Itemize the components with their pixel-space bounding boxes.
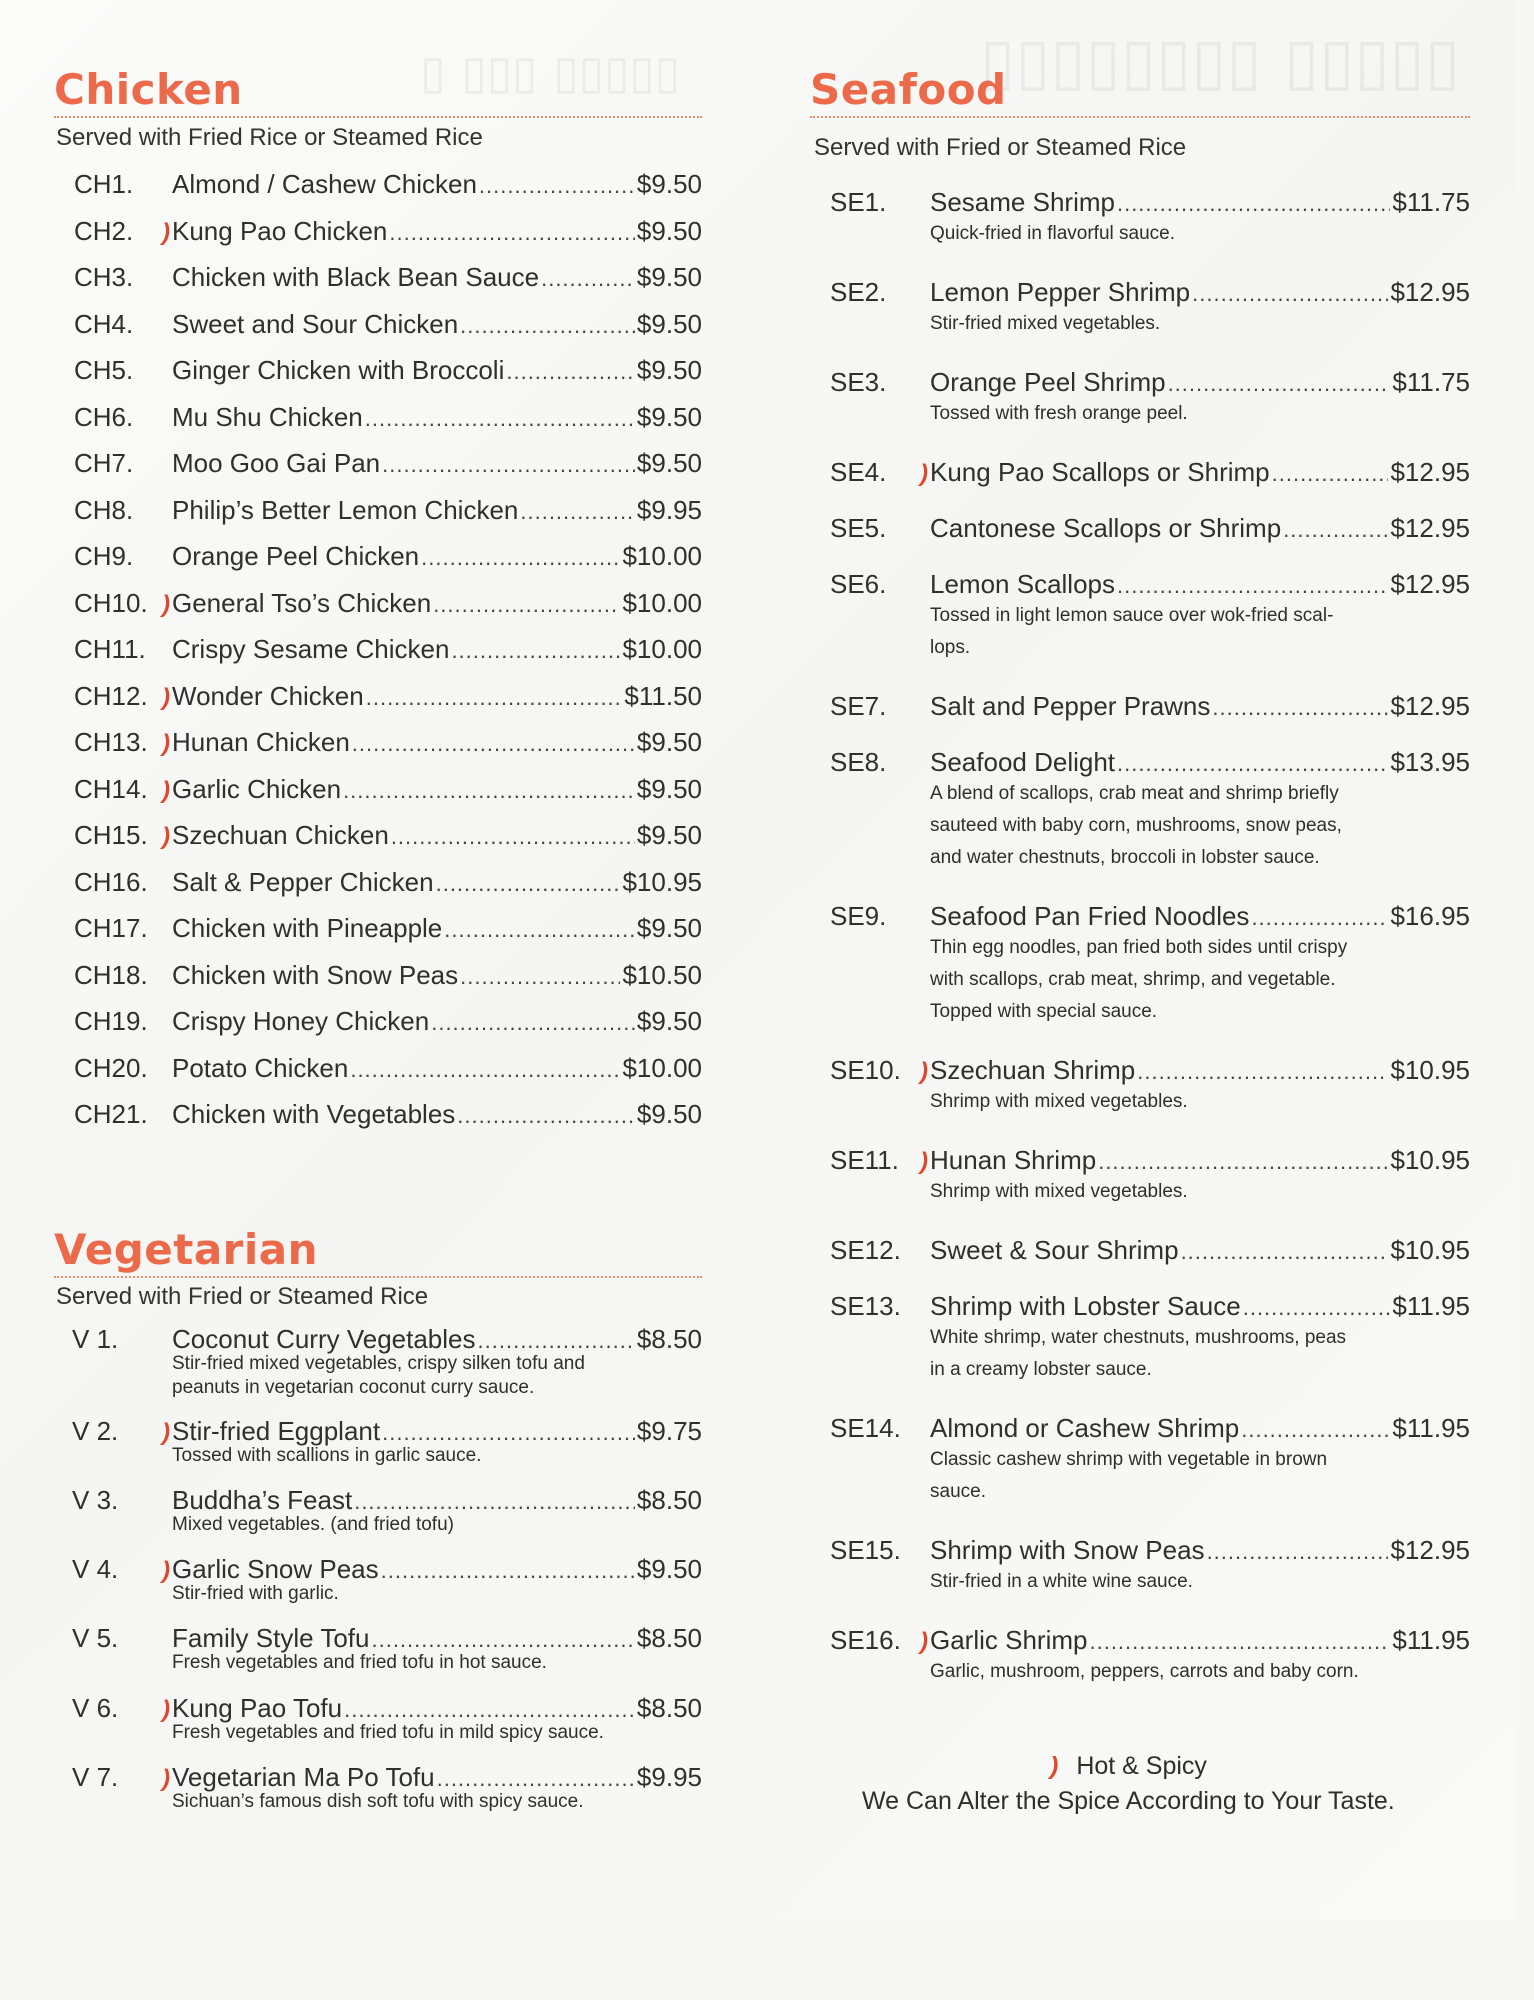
dot-leader [421, 542, 620, 574]
menu-item-price: $9.50 [636, 448, 702, 478]
chili-pepper-icon: ) [162, 218, 170, 246]
menu-item-description: Topped with special sauce. [930, 1001, 1158, 1022]
dot-leader [1137, 1056, 1388, 1088]
menu-item [74, 494, 702, 528]
menu-item-price: $13.95 [1390, 747, 1470, 777]
menu-item-price: $9.75 [636, 1416, 702, 1446]
menu-item-code: CH10. ) [74, 587, 172, 619]
menu-item-description: Fresh vegetables and fried tofu in mild spicy sauce. [172, 1722, 604, 1743]
menu-item-code: SE14. [830, 1413, 901, 1443]
menu-item-name: Crispy Sesame Chicken [172, 634, 450, 664]
chili-pepper-icon: ) [1050, 1752, 1059, 1780]
menu-item-price: $10.95 [1390, 1235, 1470, 1265]
chicken-subtitle: Served with Fried Rice or Steamed Rice [56, 124, 483, 151]
menu-item-code: SE5. [830, 513, 887, 543]
menu-item-price: $9.50 [636, 169, 702, 199]
menu-item-code: V 2. ) [72, 1415, 172, 1447]
menu-item [830, 1534, 1470, 1568]
menu-item-code: CH7. [74, 448, 134, 478]
menu-item-price: $10.95 [622, 866, 702, 897]
menu-item-name: Mu Shu Chicken [172, 401, 363, 432]
dot-leader [365, 403, 635, 435]
chili-pepper-icon: ) [162, 590, 170, 618]
menu-item [830, 1412, 1470, 1446]
menu-item-code: CH17. [74, 913, 148, 943]
menu-item-name: Kung Pao Tofu [172, 1693, 343, 1723]
dot-leader [1168, 368, 1391, 400]
menu-item-code: V 5. [72, 1623, 119, 1653]
menu-item-code: SE7. [830, 691, 887, 721]
menu-item-code: CH9. [74, 541, 134, 571]
menu-item [74, 261, 702, 295]
menu-item-price: $9.50 [636, 727, 702, 757]
menu-item-description: Garlic, mushroom, peppers, carrots and baby corn. [930, 1661, 1359, 1682]
menu-item-price: $10.50 [622, 959, 702, 990]
menu-item-code: V 4. ) [72, 1553, 172, 1585]
dot-leader [431, 1007, 635, 1039]
chili-pepper-icon: ) [162, 1557, 170, 1584]
menu-item-name: Crispy Honey Chicken [172, 1006, 430, 1036]
menu-item-price: $12.95 [1390, 691, 1470, 721]
chili-pepper-icon: ) [920, 1628, 928, 1655]
menu-item-price: $12.95 [1390, 277, 1470, 307]
menu-item-name: Sesame Shrimp [930, 187, 1115, 217]
menu-item-description: Tossed in light lemon sauce over wok-fried scal- [930, 605, 1334, 626]
menu-item-code: V 1. [72, 1324, 119, 1354]
menu-item-code: CH12. ) [74, 680, 172, 712]
chicken-section-title: Chicken [54, 65, 243, 114]
menu-item-description: Tossed with fresh orange peel. [930, 403, 1188, 424]
menu-item-code: CH21. [74, 1099, 148, 1129]
menu-item-name: Orange Peel Shrimp [930, 367, 1166, 397]
menu-item-price: $9.50 [636, 913, 702, 943]
menu-item [830, 1054, 1470, 1088]
menu-item-code: CH1. [74, 169, 134, 199]
menu-item-description: Thin egg noodles, pan fried both sides until crispy [930, 937, 1348, 958]
menu-item-code: CH5. [74, 355, 134, 385]
menu-item-name: Hunan Chicken [172, 727, 350, 757]
dot-leader [506, 356, 635, 388]
menu-item [74, 447, 702, 481]
menu-item [74, 726, 702, 760]
menu-item-description: Stir-fried with garlic. [172, 1583, 339, 1604]
menu-item [74, 1005, 702, 1039]
menu-item-description: lops. [930, 637, 971, 658]
menu-item-price: $10.00 [622, 587, 702, 618]
dot-leader [541, 263, 635, 295]
menu-item-code: CH4. [74, 308, 134, 339]
dot-leader [1251, 902, 1388, 934]
menu-item-name: Chicken with Snow Peas [172, 959, 459, 990]
chili-pepper-icon: ) [162, 683, 170, 711]
dot-leader [479, 170, 635, 202]
menu-item-name: Potato Chicken [172, 1052, 349, 1083]
menu-item-name: Cantonese Scallops or Shrimp [930, 513, 1282, 543]
menu-item-code: SE2. [830, 277, 887, 307]
menu-item-price: $9.50 [636, 355, 702, 385]
menu-item [74, 1052, 702, 1086]
menu-item-description: in a creamy lobster sauce. [930, 1359, 1152, 1380]
menu-item [74, 773, 702, 807]
menu-item-code: CH15. ) [74, 819, 172, 851]
menu-item-price: $10.95 [1390, 1055, 1470, 1085]
menu-item [830, 366, 1470, 400]
menu-item [830, 1290, 1470, 1324]
menu-item [830, 456, 1470, 490]
menu-item-code: CH19. [74, 1006, 148, 1036]
dot-leader [460, 310, 635, 342]
menu-item-description: Stir-fried mixed vegetables, crispy silken tofu and peanuts in vegetarian coconut curry sauce. [172, 1353, 585, 1398]
menu-item [830, 1624, 1470, 1658]
menu-item-description: with scallops, crab meat, shrimp, and vegetable. [930, 969, 1336, 990]
ghost-background-lettering-2: ▯▯▯▯▯ ▯▯▯ ▯ [420, 45, 680, 99]
chili-pepper-icon: ) [162, 1419, 170, 1446]
menu-item-name: Orange Peel Chicken [172, 541, 420, 571]
menu-item-name: Ginger Chicken with Broccoli [172, 355, 505, 385]
dot-leader [1098, 1146, 1388, 1178]
menu-item [74, 308, 702, 342]
menu-item-price: $8.50 [636, 1485, 702, 1515]
menu-item [830, 568, 1470, 602]
menu-item-description: Tossed with scallions in garlic sauce. [172, 1445, 482, 1466]
menu-item-name: Garlic Snow Peas [172, 1554, 379, 1584]
dot-leader [436, 868, 621, 900]
menu-item [74, 680, 702, 714]
dot-leader [350, 1054, 620, 1086]
menu-item-code: CH16. [74, 866, 148, 897]
dot-leader [389, 217, 635, 249]
menu-item-price: $9.50 [636, 1006, 702, 1036]
menu-item-price: $11.95 [1392, 1413, 1470, 1443]
chili-pepper-icon: ) [162, 823, 170, 850]
chili-pepper-icon: ) [162, 1765, 170, 1792]
menu-item-code: SE1. [830, 187, 887, 217]
menu-item [74, 587, 702, 621]
menu-item-name: Lemon Pepper Shrimp [930, 277, 1191, 307]
dot-leader [1272, 458, 1389, 490]
menu-item-name: Moo Goo Gai Pan [172, 448, 381, 478]
menu-item [830, 276, 1470, 310]
menu-item-name: Lemon Scallops [930, 569, 1115, 599]
menu-item [830, 1144, 1470, 1178]
menu-item [74, 401, 702, 435]
menu-item-price: $9.50 [636, 773, 702, 804]
ghost-background-lettering: ▯▯▯▯▯ ▯▯▯▯▯▯▯▯ [980, 25, 1461, 99]
menu-item-price: $8.50 [636, 1693, 702, 1723]
menu-item-code: SE9. [830, 901, 887, 931]
menu-item [830, 186, 1470, 220]
menu-item-price: $10.95 [1390, 1145, 1470, 1175]
menu-item-description: Stir-fried mixed vegetables. [930, 313, 1161, 334]
menu-item-description: Quick-fried in flavorful sauce. [930, 223, 1175, 244]
dot-leader [1241, 1414, 1390, 1446]
menu-item-code: V 7. ) [72, 1761, 172, 1793]
menu-item-name: Kung Pao Scallops or Shrimp [930, 457, 1270, 487]
menu-item-code: SE11. ) [830, 1144, 930, 1176]
menu-item-description: sauce. [930, 1481, 986, 1502]
menu-item [830, 690, 1470, 724]
spicy-legend [1050, 1749, 1207, 1783]
menu-item-price: $9.50 [636, 820, 702, 850]
menu-item-price: $9.50 [636, 215, 702, 246]
chili-pepper-icon: ) [920, 1148, 928, 1175]
menu-item [74, 540, 702, 574]
dot-leader [382, 449, 635, 481]
menu-item-name: Seafood Delight [930, 747, 1116, 777]
menu-item-description: Shrimp with mixed vegetables. [930, 1181, 1188, 1202]
menu-item-code: V 6. ) [72, 1692, 172, 1724]
menu-item-name: Coconut Curry Vegetables [172, 1324, 476, 1354]
menu-item [74, 633, 702, 667]
menu-item-code: CH13. ) [74, 726, 172, 758]
menu-item-code: CH20. [74, 1052, 148, 1083]
menu-item-price: $9.50 [636, 1554, 702, 1584]
menu-item-code: SE10. ) [830, 1054, 930, 1086]
dot-leader [1089, 1626, 1390, 1658]
menu-item-code: CH3. [74, 262, 134, 292]
dot-leader [391, 821, 635, 853]
menu-item [74, 354, 702, 388]
dot-leader [451, 635, 620, 667]
chili-pepper-icon: ) [162, 730, 170, 757]
menu-item-description: Sichuan’s famous dish soft tofu with spicy sauce. [172, 1791, 584, 1812]
menu-item-description: Fresh vegetables and fried tofu in hot sauce. [172, 1652, 547, 1673]
dot-leader [1212, 692, 1388, 724]
menu-item-name: Salt & Pepper Chicken [172, 866, 434, 897]
dot-leader [1181, 1236, 1389, 1268]
menu-item-name: Stir-fried Eggplant [172, 1416, 381, 1446]
menu-item-code: SE3. [830, 367, 887, 397]
menu-item-code: V 3. [72, 1485, 119, 1515]
menu-item [74, 912, 702, 946]
menu-item-description: Shrimp with mixed vegetables. [930, 1091, 1188, 1112]
menu-item-name: Chicken with Black Bean Sauce [172, 262, 540, 292]
menu-item-description: Stir-fried in a white wine sauce. [930, 1571, 1193, 1592]
menu-item-name: Sweet & Sour Shrimp [930, 1235, 1179, 1265]
menu-item [830, 1234, 1470, 1268]
vegetarian-section-title: Vegetarian [54, 1225, 319, 1274]
menu-item-price: $11.95 [1392, 1625, 1470, 1655]
dot-leader [520, 496, 635, 528]
menu-item [830, 512, 1470, 546]
menu-item-name: Wonder Chicken [172, 680, 364, 711]
menu-item-code: SE15. [830, 1535, 901, 1565]
menu-item [74, 168, 702, 202]
menu-item-price: $11.75 [1392, 367, 1470, 397]
menu-item-name: Seafood Pan Fried Noodles [930, 901, 1250, 931]
menu-item-description: sauteed with baby corn, mushrooms, snow peas, [930, 815, 1342, 836]
menu-item-price: $9.50 [636, 308, 702, 339]
chicken-title-rule [54, 116, 702, 118]
dot-leader [433, 589, 620, 621]
menu-item-price: $12.95 [1390, 457, 1470, 487]
menu-item-name: Garlic Chicken [172, 773, 342, 804]
dot-leader [366, 682, 623, 714]
menu-item-price: $10.00 [622, 634, 702, 664]
seafood-section-title: Seafood [810, 65, 1007, 114]
menu-item-price: $10.00 [622, 1052, 702, 1083]
menu-item-code: SE8. [830, 747, 887, 777]
menu-item-code: SE16. ) [830, 1624, 930, 1656]
menu-item-name: General Tso’s Chicken [172, 587, 432, 618]
menu-item-description: Mixed vegetables. (and fried tofu) [172, 1514, 454, 1535]
menu-item-name: Szechuan Chicken [172, 820, 389, 850]
menu-item-name: Almond / Cashew Chicken [172, 169, 477, 199]
menu-item-price: $10.00 [622, 541, 702, 571]
menu-item-code: CH6. [74, 401, 134, 432]
menu-item-code: SE12. [830, 1235, 901, 1265]
menu-item-name: Salt and Pepper Prawns [930, 691, 1211, 721]
dot-leader [457, 1100, 635, 1132]
menu-item-name: Philip’s Better Lemon Chicken [172, 494, 519, 525]
menu-item-price: $9.50 [636, 401, 702, 432]
menu-item [74, 959, 702, 993]
menu-item-code: CH8. [74, 494, 134, 525]
menu-item-price: $11.95 [1392, 1291, 1470, 1321]
menu-item-name: Buddha’s Feast [172, 1485, 353, 1515]
menu-item-description: A blend of scallops, crab meat and shrimp briefly [930, 783, 1339, 804]
dot-leader [1243, 1292, 1391, 1324]
menu-item-description: White shrimp, water chestnuts, mushrooms, peas [930, 1327, 1347, 1348]
menu-item [830, 900, 1470, 934]
menu-item-code: CH18. [74, 959, 148, 990]
menu-item-name: Szechuan Shrimp [930, 1055, 1136, 1085]
dot-leader [1192, 278, 1388, 310]
menu-item-name: Almond or Cashew Shrimp [930, 1413, 1240, 1443]
dot-leader [460, 961, 620, 993]
menu-item-description: and water chestnuts, broccoli in lobster sauce. [930, 847, 1320, 868]
menu-item-price: $11.50 [624, 680, 702, 711]
dot-leader [343, 775, 635, 807]
dot-leader [1283, 514, 1388, 546]
menu-item-description: Classic cashew shrimp with vegetable in brown [930, 1449, 1328, 1470]
menu-item-name: Garlic Shrimp [930, 1625, 1088, 1655]
menu-item-price: $9.95 [636, 1762, 702, 1792]
menu-item-code: SE6. [830, 569, 887, 599]
seafood-subtitle: Served with Fried or Steamed Rice [814, 134, 1187, 161]
menu-item-code: CH11. [74, 634, 146, 664]
menu-item-price: $16.95 [1390, 901, 1470, 931]
menu-item-code: CH2. ) [74, 215, 172, 247]
menu-item-price: $12.95 [1390, 1535, 1470, 1565]
dot-leader [1117, 570, 1388, 602]
chili-pepper-icon: ) [162, 1696, 170, 1723]
menu-item-price: $9.50 [636, 262, 702, 292]
menu-item-name: Shrimp with Lobster Sauce [930, 1291, 1241, 1321]
menu-item-name: Sweet and Sour Chicken [172, 308, 459, 339]
menu-item-code: SE13. [830, 1291, 901, 1321]
menu-item-price: $11.75 [1392, 187, 1470, 217]
menu-item-name: Shrimp with Snow Peas [930, 1535, 1205, 1565]
menu-item-price: $9.50 [636, 1099, 702, 1129]
menu-item [830, 746, 1470, 780]
dot-leader [1117, 748, 1388, 780]
chili-pepper-icon: ) [162, 776, 170, 804]
menu-item [74, 866, 702, 900]
menu-item-code: SE4. ) [830, 456, 930, 488]
menu-item-name: Chicken with Pineapple [172, 913, 443, 943]
dot-leader [444, 914, 635, 946]
chili-pepper-icon: ) [920, 460, 928, 487]
dot-leader [1207, 1536, 1389, 1568]
menu-item-name: Family Style Tofu [172, 1623, 370, 1653]
spicy-legend-label: Hot & Spicy [1076, 1752, 1207, 1780]
vegetarian-subtitle: Served with Fried or Steamed Rice [56, 1283, 429, 1310]
menu-item-name: Chicken with Vegetables [172, 1099, 456, 1129]
seafood-title-rule [810, 116, 1470, 118]
menu-item [74, 215, 702, 249]
menu-item-price: $12.95 [1390, 569, 1470, 599]
dot-leader [1117, 188, 1390, 220]
menu-item [74, 1098, 702, 1132]
menu-item [74, 819, 702, 853]
spice-note: We Can Alter the Spice According to Your Taste. [862, 1787, 1395, 1815]
menu-item-price: $9.95 [636, 494, 702, 525]
menu-item-code: CH14. ) [74, 773, 172, 805]
menu-item-name: Hunan Shrimp [930, 1145, 1097, 1175]
dot-leader [352, 728, 635, 760]
menu-item-price: $8.50 [636, 1623, 702, 1653]
menu-item-price: $8.50 [636, 1324, 702, 1354]
menu-item-name: Kung Pao Chicken [172, 215, 388, 246]
menu-item-price: $12.95 [1390, 513, 1470, 543]
chili-pepper-icon: ) [920, 1058, 928, 1085]
vegetarian-title-rule [54, 1276, 702, 1278]
menu-item-name: Vegetarian Ma Po Tofu [172, 1762, 435, 1792]
